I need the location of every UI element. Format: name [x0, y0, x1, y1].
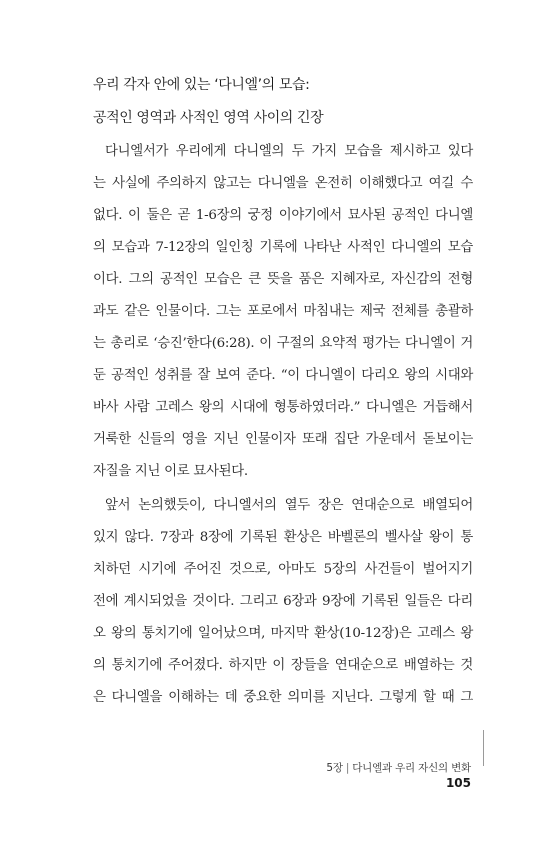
- text-line: 은 다니엘을 이해하는 데 중요한 의미를 지닌다. 그렇게 할 때 그: [93, 690, 473, 705]
- text-line: 는 사실에 주의하지 않고는 다니엘을 온전히 이해했다고 여길 수: [93, 176, 473, 191]
- text-line: 치하던 시기에 주어진 것으로, 아마도 5장의 사건들이 벌어지기: [93, 562, 473, 577]
- text-line: 있지 않다. 7장과 8장에 기록된 환상은 바벨론의 벨사살 왕이 통: [93, 530, 473, 545]
- page-number: 105: [445, 776, 471, 790]
- section-heading-line-2: 공적인 영역과 사적인 영역 사이의 긴장: [93, 110, 324, 126]
- text-line: 자질을 지닌 이로 묘사된다.: [93, 464, 248, 479]
- text-line: 없다. 이 둘은 곧 1-6장의 궁정 이야기에서 묘사된 공적인 다니엘: [93, 208, 473, 223]
- text-line: 바사 사람 고레스 왕의 시대에 형통하였더라.” 다니엘은 거듭해서: [93, 400, 473, 415]
- text-line: 둔 공적인 성취를 잘 보여 준다. “이 다니엘이 다리오 왕의 시대와: [93, 368, 473, 383]
- running-head: [326, 760, 471, 775]
- text-line: 는 총리로 ‘승진’한다(6:28). 이 구절의 요약적 평가는 다니엘이 거: [93, 336, 473, 351]
- text-line: 과도 같은 인물이다. 그는 포로에서 마침내는 제국 전체를 총괄하: [93, 304, 473, 319]
- text-line: 의 모습과 7-12장의 일인칭 기록에 나타난 사적인 다니엘의 모습: [93, 240, 473, 255]
- text-line: 오 왕의 통치기에 일어났으며, 마지막 환상(10-12장)은 고레스 왕: [93, 626, 473, 641]
- footer-divider: [483, 730, 484, 766]
- body-paragraph-2: [93, 490, 473, 714]
- text-line: 거룩한 신들의 영을 지닌 인물이자 또래 집단 가운데서 돋보이는: [93, 432, 473, 447]
- text-line: 의 통치기에 주어졌다. 하지만 이 장들을 연대순으로 배열하는 것: [93, 658, 473, 673]
- text-line: 이다. 그의 공적인 모습은 큰 뜻을 품은 지혜자로, 자신감의 전형: [93, 272, 473, 287]
- text-line: 다니엘서가 우리에게 다니엘의 두 가지 모습을 제시하고 있다: [105, 144, 473, 159]
- text-line: 앞서 논의했듯이, 다니엘서의 열두 장은 연대순으로 배열되어: [105, 498, 473, 513]
- section-heading-line-1: 우리 각자 안에 있는 ‘다니엘’의 모습:: [93, 77, 310, 93]
- running-head-separator: |: [345, 762, 350, 774]
- text-line: 전에 계시되었을 것이다. 그리고 6장과 9장에 기록된 일들은 다리: [93, 594, 473, 609]
- chapter-title: 다니엘과 우리 자신의 변화: [352, 762, 471, 774]
- body-paragraph-1: [93, 136, 473, 488]
- chapter-number: 5장: [326, 762, 343, 774]
